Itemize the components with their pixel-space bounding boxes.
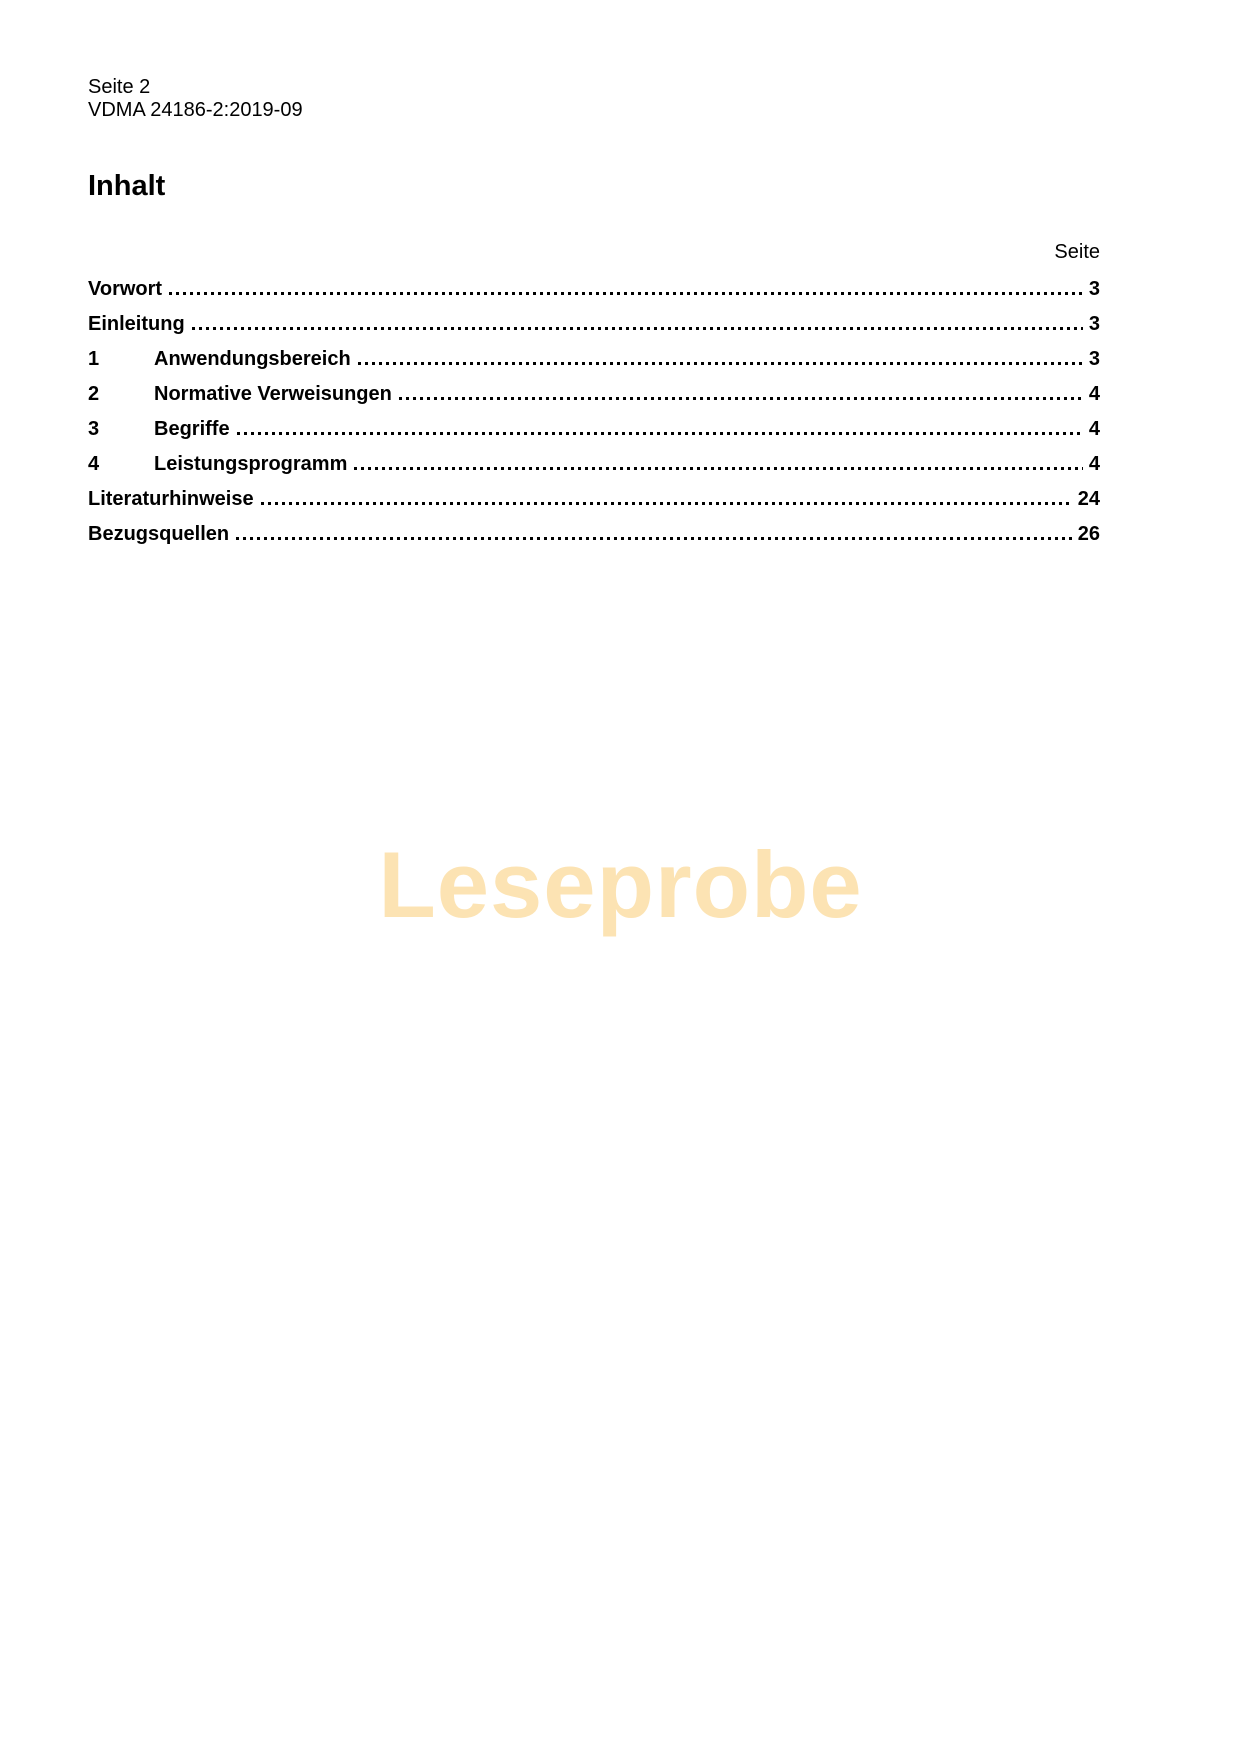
toc-entry-number: 1 [88, 348, 100, 370]
toc-entry[interactable] [88, 313, 1100, 336]
toc-entry-page: 24 [1077, 488, 1100, 510]
header-standard-ref: VDMA 24186-2:2019-09 [88, 99, 303, 121]
page-header [88, 76, 1100, 122]
toc-entry-title: Leistungsprogramm [154, 453, 348, 475]
toc-dot-leader [358, 362, 1083, 365]
toc-dot-leader [236, 537, 1072, 540]
toc-dot-leader [237, 432, 1083, 435]
toc-entry[interactable] [88, 418, 1100, 441]
toc-dot-leader [399, 397, 1083, 400]
toc-entry-number: 4 [88, 453, 100, 475]
toc-entry-page: 26 [1077, 523, 1100, 545]
toc-entry-title: Anwendungsbereich [154, 348, 351, 370]
toc-list [88, 278, 1100, 546]
toc-dot-leader [354, 467, 1083, 470]
toc-entry-page: 4 [1088, 383, 1100, 405]
toc-entry[interactable] [88, 348, 1100, 371]
header-page-label: Seite 2 [88, 76, 151, 98]
toc-entry-page: 4 [1088, 453, 1100, 475]
toc-entry-number: 2 [88, 383, 100, 405]
toc-page-column-label: Seite [1054, 241, 1100, 263]
toc-dot-leader [192, 327, 1083, 330]
toc-entry-number: 3 [88, 418, 100, 440]
toc-dot-leader [169, 292, 1083, 295]
toc-entry-title: Normative Verweisungen [154, 383, 392, 405]
toc-entry-title: Begriffe [154, 418, 230, 440]
toc-dot-leader [261, 502, 1072, 505]
toc-entry-page: 3 [1088, 348, 1100, 370]
watermark-text: Leseprobe [378, 832, 863, 937]
toc-entry-title: Vorwort [88, 278, 163, 300]
toc-entry-page: 4 [1088, 418, 1100, 440]
toc-entry-title: Literaturhinweise [88, 488, 254, 510]
toc-heading: Inhalt [88, 170, 166, 202]
toc-entry-title: Bezugsquellen [88, 523, 230, 545]
toc-entry[interactable] [88, 523, 1100, 546]
toc-entry[interactable] [88, 383, 1100, 406]
toc-entry-title: Einleitung [88, 313, 185, 335]
toc-entry-page: 3 [1088, 278, 1100, 300]
toc-entry-page: 3 [1088, 313, 1100, 335]
toc-entry[interactable] [88, 453, 1100, 476]
toc-entry[interactable] [88, 278, 1100, 301]
toc-entry[interactable] [88, 488, 1100, 511]
